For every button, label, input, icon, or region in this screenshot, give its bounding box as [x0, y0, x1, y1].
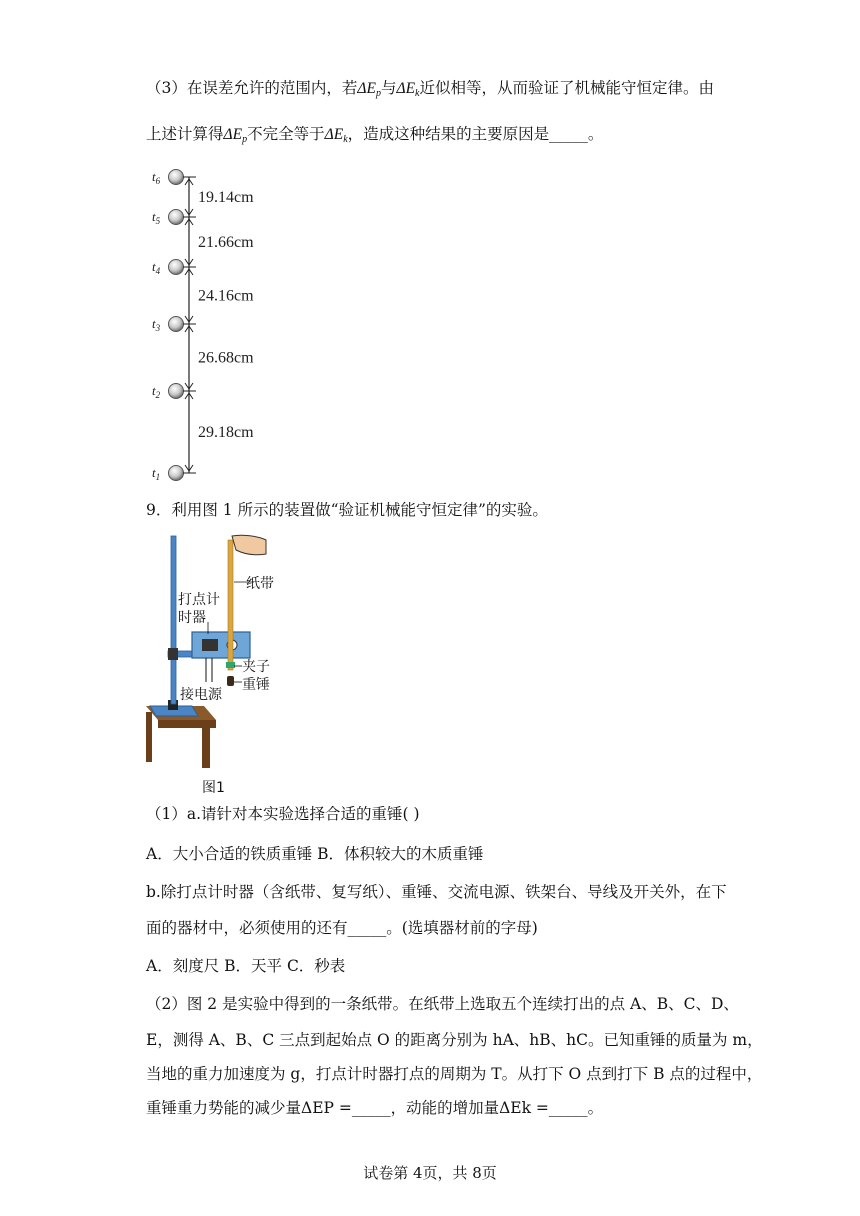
- apparatus-figure: [146, 534, 296, 796]
- q9-part2-line3: 当地的重力加速度为 g，打点计时器打点的周期为 T。从打下 O 点到打下 B 点的过程中，: [146, 1065, 763, 1083]
- delta-ep: $\Delta E_p$: [357, 80, 381, 99]
- time-label: $t_5$: [152, 209, 161, 226]
- q9-part1a-options: A．大小合适的铁质重锤 B．体积较大的木质重锤: [146, 845, 484, 863]
- label-clip: 夹子: [242, 659, 270, 675]
- stand-rod: [171, 536, 176, 704]
- ball-mark: [169, 384, 184, 399]
- label-timer-line1: 打点计: [178, 592, 220, 608]
- strobe-figure: [150, 163, 290, 483]
- page-footer: 试卷第 4页，共 8页: [363, 1164, 497, 1182]
- timer-box: [192, 632, 250, 658]
- clip: [226, 662, 235, 668]
- q9-part1a: （1）a.请针对本实验选择合适的重锤( ): [146, 805, 420, 823]
- q8-part3-line2: [146, 124, 603, 150]
- delta-ek: $\Delta E_k$: [324, 126, 348, 145]
- ball-mark: [169, 466, 184, 481]
- time-label: $t_4$: [152, 259, 161, 276]
- ball-mark: [169, 210, 184, 225]
- text-segment: 与: [380, 79, 397, 97]
- text-segment: 上述计算得: [146, 125, 224, 143]
- timer-coil: [202, 639, 218, 651]
- q9-part2-line2: E，测得 A、B、C 三点到起始点 O 的距离分别为 hA、hB、hC。已知重锤的质量为 m，: [146, 1031, 763, 1049]
- time-label: $t_1$: [152, 465, 161, 482]
- text-segment: ，造成这种结果的主要原因是_____。: [347, 125, 604, 143]
- text-segment: 不完全等于: [247, 125, 325, 143]
- label-timer-line2: 时器: [178, 610, 206, 626]
- ball-mark: [169, 317, 184, 332]
- table-edge: [158, 720, 216, 728]
- q9-part1b-line2: 面的器材中，必须使用的还有_____。(选填器材前的字母): [146, 919, 538, 937]
- q9-part2-line1: （2）图 2 是实验中得到的一条纸带。在纸带上选取五个连续打出的点 A、B、C、D、: [146, 995, 739, 1013]
- label-weight: 重锤: [242, 677, 270, 693]
- q8-part3-line1: [146, 78, 714, 104]
- distance-label: 29.18cm: [198, 424, 254, 441]
- time-label: $t_2$: [152, 383, 161, 400]
- paper-tape: [228, 540, 233, 670]
- q9-stem: 9．利用图 1 所示的装置做“验证机械能守恒定律”的实验。: [146, 501, 548, 519]
- label-power: 接电源: [180, 687, 222, 703]
- q9-part2-line4: 重锤重力势能的减少量ΔEP =_____，动能的增加量ΔEk =_____。: [146, 1099, 604, 1117]
- delta-ek: $\Delta E_k$: [396, 80, 420, 99]
- distance-label: 26.68cm: [198, 349, 254, 367]
- q9-part1b-options: A．刻度尺 B．天平 C．秒表: [146, 957, 346, 975]
- table-leg: [146, 712, 152, 762]
- clamp-knob: [168, 648, 178, 660]
- time-label: $t_6$: [152, 169, 161, 186]
- weight: [227, 676, 234, 686]
- label-tape: 纸带: [246, 576, 274, 592]
- text-segment: 近似相等，从而验证了机械能守恒定律。由: [419, 79, 715, 97]
- figure-caption: 图1: [202, 780, 225, 796]
- distance-label: 19.14cm: [198, 189, 254, 206]
- distance-label: 24.16cm: [198, 287, 254, 305]
- text-segment: （3）在误差允许的范围内，若: [146, 79, 358, 97]
- ball-mark: [169, 170, 184, 185]
- hand-drawing: [232, 535, 266, 555]
- delta-ep: $\Delta E_p$: [223, 126, 248, 145]
- q9-part1b-line1: b.除打点计时器（含纸带、复写纸）、重锤、交流电源、铁架台、导线及开关外，在下: [146, 883, 727, 901]
- ball-mark: [169, 260, 184, 275]
- table-leg: [202, 728, 210, 768]
- distance-label: 21.66cm: [198, 234, 254, 251]
- time-label: $t_3$: [152, 316, 161, 333]
